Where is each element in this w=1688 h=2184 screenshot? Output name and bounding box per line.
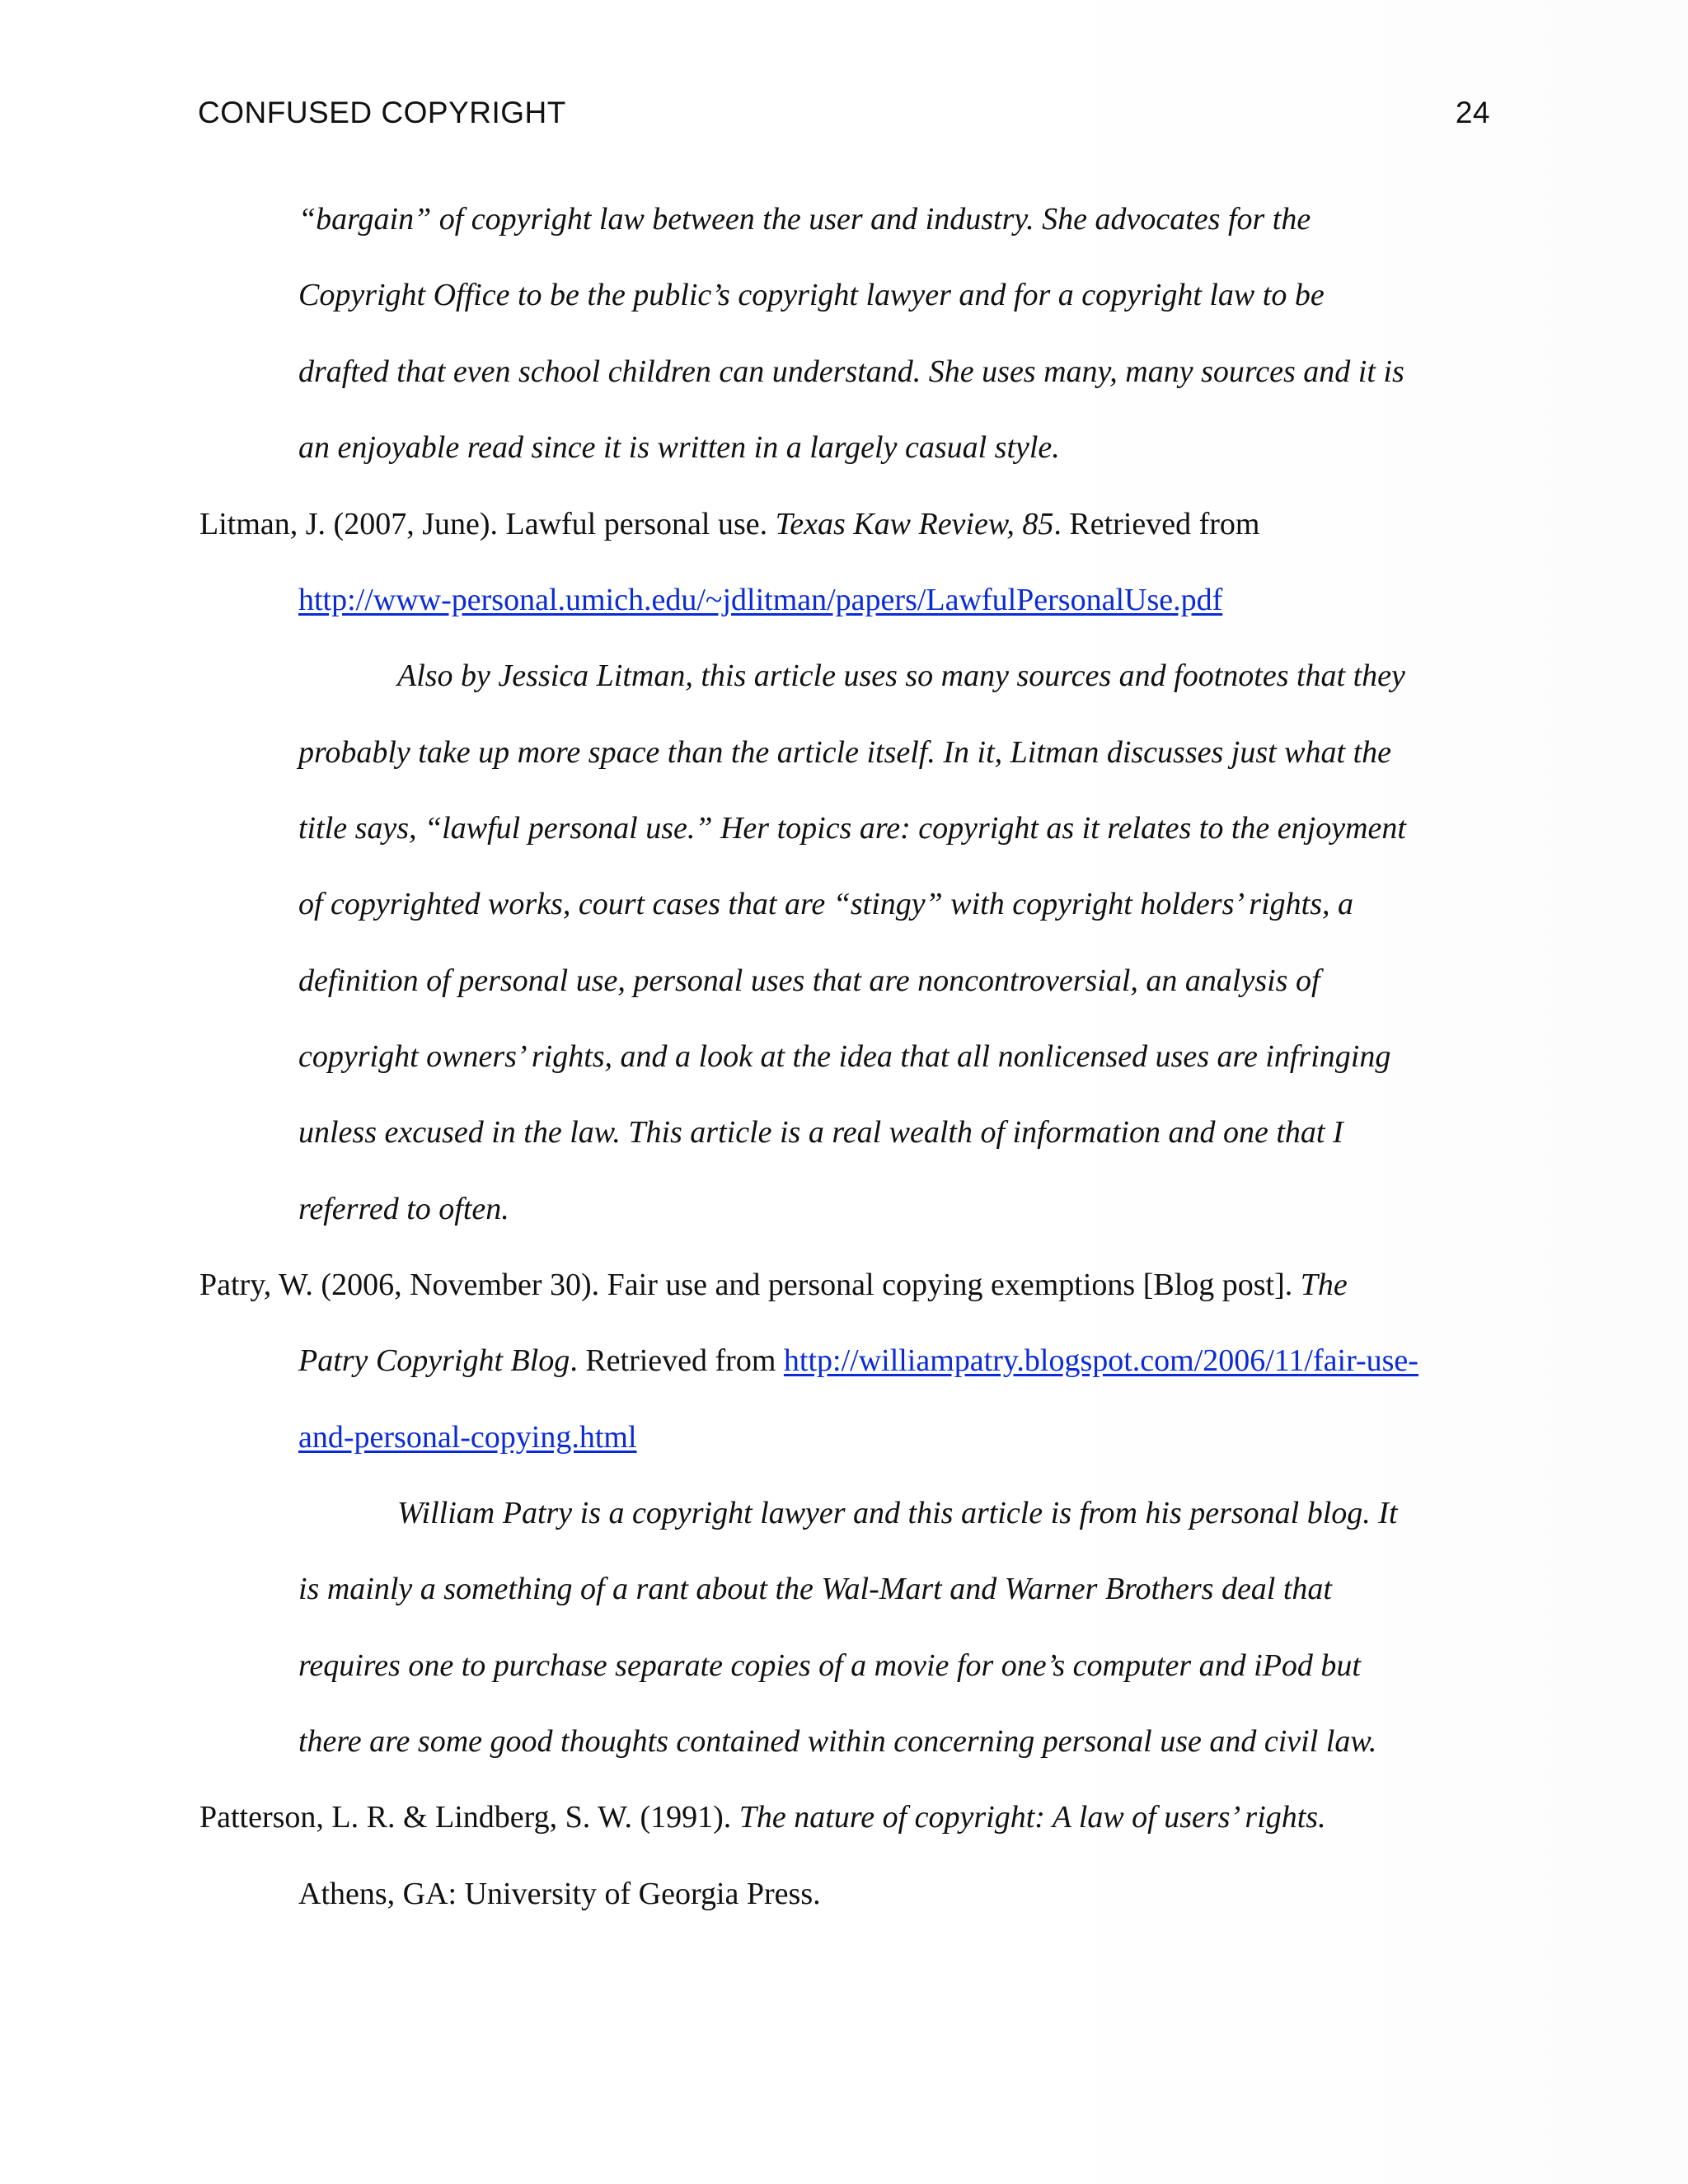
annotation-line: Copyright Office to be the public’s copyright lawyer and for a copyright law to be xyxy=(298,278,1325,312)
annotation-line: “bargain” of copyright law between the user and industry. She advocates for the xyxy=(298,202,1311,237)
book-title: The nature of copyright: A law of users’ rights. xyxy=(738,1800,1326,1835)
annotation-line: of copyrighted works, court cases that are “stingy” with copyright holders’ rights, a xyxy=(298,887,1353,921)
annotation-line: an enjoyable read since it is written in a largely casual style. xyxy=(298,430,1060,465)
running-head xyxy=(198,96,1490,145)
citation-text: Patterson, L. R. & Lindberg, S. W. (1991). xyxy=(199,1800,739,1835)
annotation-line: unless excused in the law. This article is a real wealth of information and one that I xyxy=(298,1115,1343,1150)
patry-url-link[interactable]: http://williampatry.blogspot.com/2006/11/fair-use- xyxy=(783,1343,1418,1378)
annotation-line: definition of personal use, personal uses that are noncontroversial, an analysis of xyxy=(298,963,1320,998)
citation-text: Litman, J. (2007, June). Lawful personal use. xyxy=(199,507,776,541)
annotation-line: title says, “lawful personal use.” Her topics are: copyright as it relates to the enjoyment xyxy=(298,811,1406,846)
journal-title: Texas Kaw Review, 85 xyxy=(775,507,1054,541)
annotation-line: William Patry is a copyright lawyer and this article is from his personal blog. It xyxy=(397,1496,1398,1530)
citation-text: . Retrieved from xyxy=(1053,507,1260,541)
annotation-line: requires one to purchase separate copies of a movie for one’s computer and iPod but xyxy=(298,1648,1361,1683)
citation-text: . Retrieved from xyxy=(570,1343,784,1378)
blog-title: The xyxy=(1300,1268,1348,1302)
patry-url-link-continued[interactable]: and-personal-copying.html xyxy=(298,1420,637,1455)
citation-line xyxy=(199,1798,1326,1836)
citation-line xyxy=(199,505,1259,543)
annotation-line: referred to often. xyxy=(298,1192,509,1226)
annotation-line: drafted that even school children can understand. She uses many, many sources and it is xyxy=(298,354,1404,389)
annotation-line: copyright owners’ rights, and a look at the idea that all nonlicensed uses are infringing xyxy=(298,1039,1391,1074)
citation-url-line xyxy=(298,581,1222,619)
page-number: 24 xyxy=(1455,96,1490,129)
annotation-line: probably take up more space than the article itself. In it, Litman discusses just what the xyxy=(298,735,1391,770)
citation-url-line xyxy=(298,1418,637,1456)
annotation-line: is mainly a something of a rant about the Wal-Mart and Warner Brothers deal that xyxy=(298,1572,1332,1606)
citation-text: Patry, W. (2006, November 30). Fair use and personal copying exemptions [Blog post]. xyxy=(199,1268,1301,1302)
annotation-line: there are some good thoughts contained within concerning personal use and civil law. xyxy=(298,1724,1377,1759)
annotation-line: Also by Jessica Litman, this article uses so many sources and footnotes that they xyxy=(397,658,1405,693)
running-title: CONFUSED COPYRIGHT xyxy=(198,96,566,129)
litman-url-link[interactable]: http://www-personal.umich.edu/~jdlitman/papers/LawfulPersonalUse.pdf xyxy=(298,583,1223,617)
blog-title: Patry Copyright Blog xyxy=(298,1343,570,1378)
citation-line xyxy=(298,1342,1418,1380)
citation-line xyxy=(199,1266,1348,1304)
publisher-line: Athens, GA: University of Georgia Press. xyxy=(298,1877,821,1911)
